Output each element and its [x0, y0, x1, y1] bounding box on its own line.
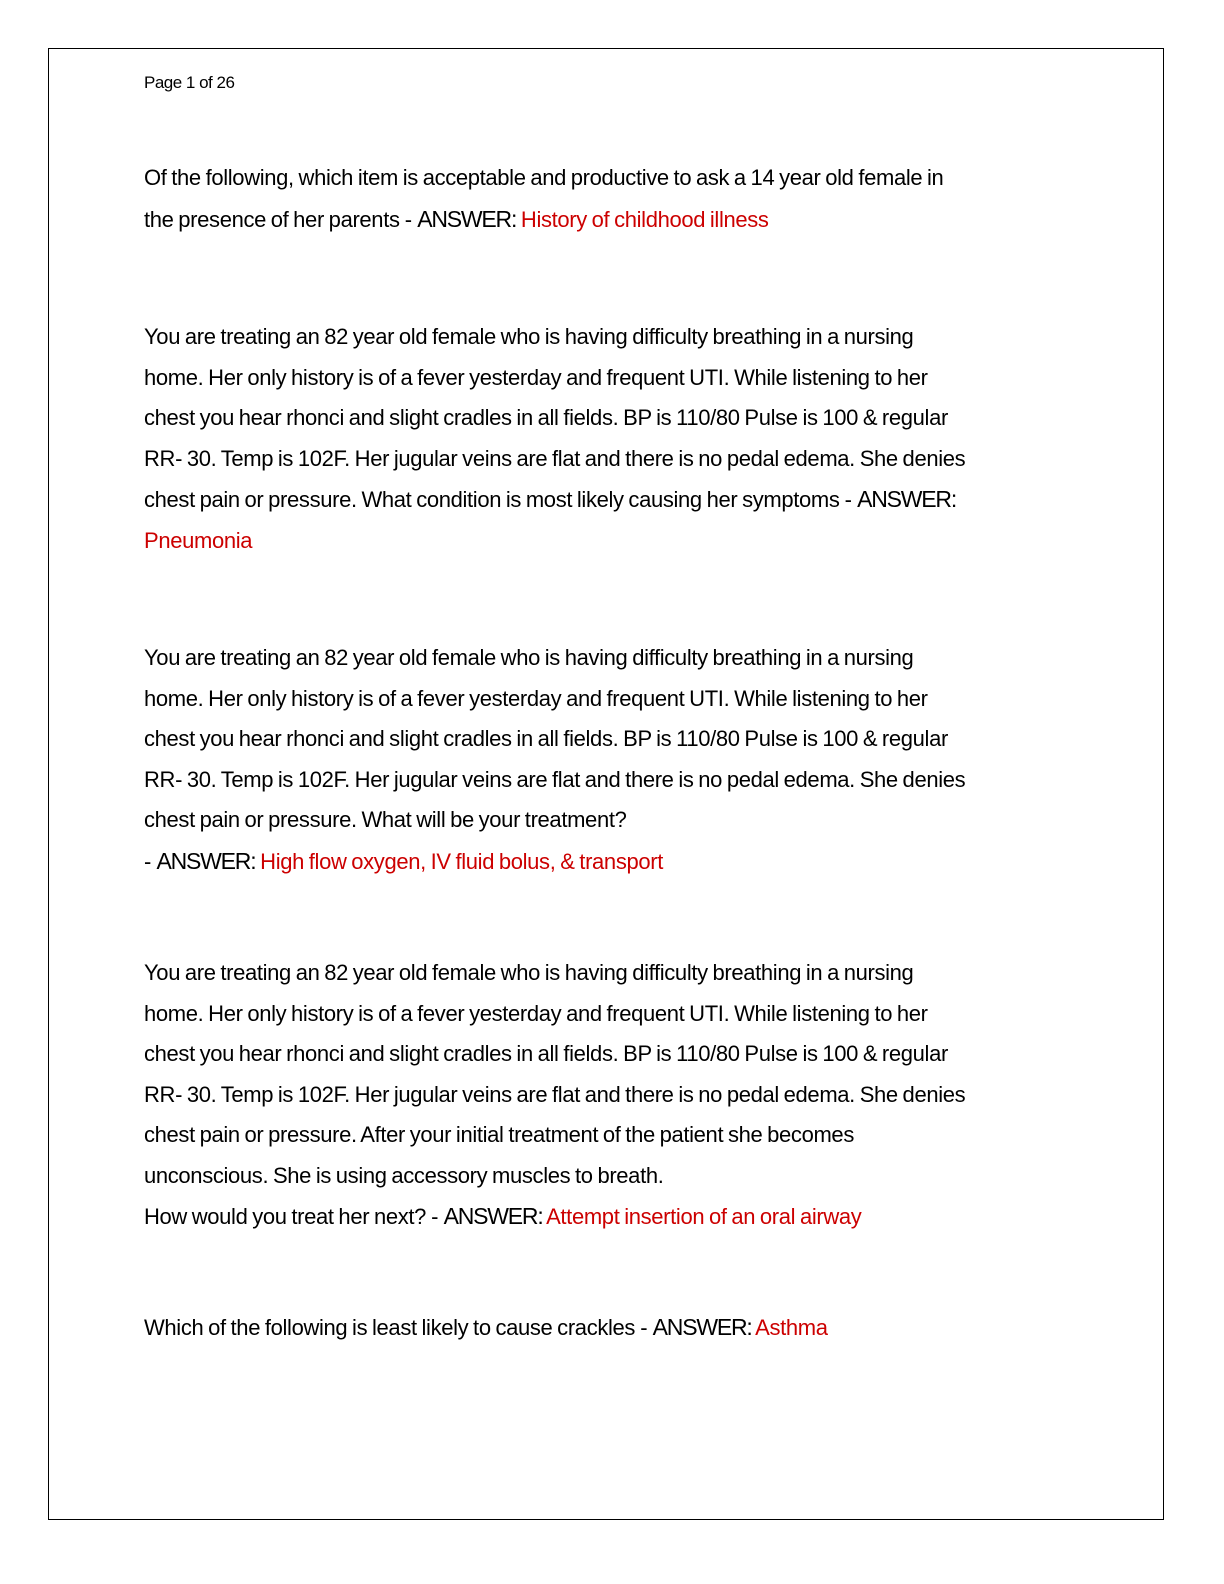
- page-number: Page 1 of 26: [144, 73, 235, 92]
- question-line: unconscious. She is using accessory muscles to breath.: [144, 1162, 664, 1188]
- answer-separator: -: [839, 487, 858, 512]
- answer-line: [144, 841, 1069, 883]
- answer-text: History of childhood illness: [520, 206, 769, 232]
- answer-label: ANSWER:: [417, 205, 517, 232]
- question-line: home. Her only history is of a fever yesterday and frequent UTI. While listening to her: [144, 685, 928, 711]
- answer-text: Asthma: [755, 1315, 828, 1340]
- question-last-line: [144, 479, 1069, 521]
- question-line: How would you treat her next?: [144, 1204, 427, 1229]
- question-line: chest you hear rhonci and slight cradles in all fields. BP is 110/80 Pulse is 100 & regular: [144, 405, 948, 430]
- question-line: home. Her only history is of a fever yesterday and frequent UTI. While listening to her: [144, 1000, 928, 1026]
- question-line: You are treating an 82 year old female who is having difficulty breathing in a nursing: [144, 324, 914, 349]
- question-line: You are treating an 82 year old female who is having difficulty breathing in a nursing: [144, 645, 914, 670]
- question-line: chest you hear rhonci and slight cradles in all fields. BP is 110/80 Pulse is 100 & regular: [144, 726, 948, 751]
- question-line: You are treating an 82 year old female who is having difficulty breathing in a nursing: [144, 960, 914, 985]
- qa-item-4: [144, 953, 1069, 1238]
- qa-item-1: [144, 158, 1069, 240]
- qa-item-2: [144, 317, 1069, 561]
- question-line: chest pain or pressure. What will be your treatment?: [144, 807, 627, 832]
- answer-separator: -: [144, 848, 157, 874]
- question-line: home. Her only history is of a fever yesterday and frequent UTI. While listening to her: [144, 364, 928, 390]
- answer-label: ANSWER:: [443, 1203, 543, 1229]
- question-line: Of the following, which item is acceptable and productive to ask a 14 year old female in: [144, 165, 944, 190]
- answer-text: High flow oxygen, IV fluid bolus, & transport: [260, 848, 663, 874]
- answer-separator: -: [426, 1204, 444, 1229]
- qa-item-3: [144, 638, 1069, 882]
- question-line: the presence of her parents: [144, 206, 400, 232]
- question-line: chest pain or pressure. What condition is most likely causing her symptoms: [144, 487, 840, 512]
- question-line: chest you hear rhonci and slight cradles in all fields. BP is 110/80 Pulse is 100 & regular: [144, 1041, 948, 1066]
- answer-separator: -: [399, 206, 418, 232]
- answer-label: ANSWER:: [156, 847, 256, 874]
- answer-separator: -: [635, 1315, 653, 1340]
- qa-item-5: [144, 1307, 1069, 1349]
- question-last-line: [144, 199, 1069, 241]
- question-last-line: [144, 1196, 1069, 1238]
- question-last-line: [144, 1307, 1069, 1349]
- question-line: RR- 30. Temp is 102F. Her jugular veins are flat and there is no pedal edema. She denies: [144, 1081, 966, 1107]
- answer-line: [144, 521, 1069, 562]
- answer-label: ANSWER:: [857, 486, 957, 512]
- answer-text: Attempt insertion of an oral airway: [546, 1204, 862, 1229]
- answer-label: ANSWER:: [652, 1314, 752, 1340]
- question-line: Which of the following is least likely to cause crackles: [144, 1315, 636, 1340]
- question-line: chest pain or pressure. After your initial treatment of the patient she becomes: [144, 1122, 854, 1147]
- answer-text: Pneumonia: [144, 527, 253, 553]
- question-line: RR- 30. Temp is 102F. Her jugular veins are flat and there is no pedal edema. She denies: [144, 766, 966, 792]
- question-line: RR- 30. Temp is 102F. Her jugular veins are flat and there is no pedal edema. She denies: [144, 445, 966, 471]
